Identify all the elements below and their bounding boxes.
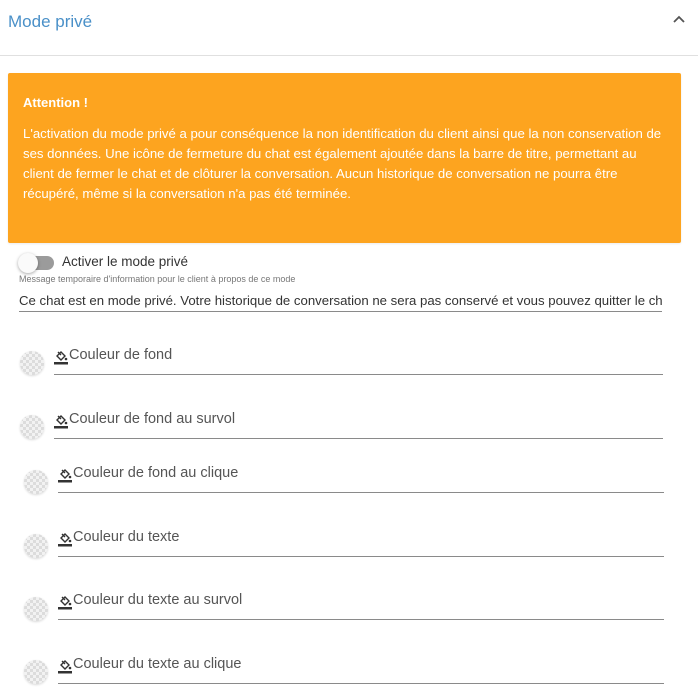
paint-bucket-icon <box>54 413 68 429</box>
paint-bucket-icon <box>58 658 72 674</box>
color-swatch[interactable] <box>24 534 48 558</box>
color-field-label: Couleur de fond au clique <box>73 465 239 481</box>
color-swatch[interactable] <box>20 351 44 375</box>
private-mode-toggle-label: Activer le mode privé <box>62 254 189 269</box>
color-row-background-click <box>0 463 698 503</box>
color-field-label: Couleur du texte au survol <box>73 592 243 608</box>
color-field-label: Couleur de fond <box>69 347 173 363</box>
color-field[interactable] <box>58 656 664 684</box>
message-input[interactable] <box>19 290 662 312</box>
color-swatch[interactable] <box>24 470 48 494</box>
color-field[interactable] <box>58 529 664 557</box>
color-swatch[interactable] <box>24 597 48 621</box>
message-field-label: Message temporaire d'information pour le client à propos de ce mode <box>19 274 296 284</box>
toggle-knob[interactable] <box>18 253 38 273</box>
color-row-background-hover <box>0 409 698 449</box>
color-field[interactable] <box>54 347 663 375</box>
color-swatch[interactable] <box>24 660 48 684</box>
color-field-label: Couleur du texte au clique <box>73 656 242 672</box>
color-field[interactable] <box>54 411 663 439</box>
color-field[interactable] <box>58 465 664 493</box>
paint-bucket-icon <box>58 594 72 610</box>
color-swatch[interactable] <box>20 415 44 439</box>
warning-alert <box>8 73 681 243</box>
paint-bucket-icon <box>58 531 72 547</box>
color-row-text-hover <box>0 590 698 630</box>
color-field-label: Couleur de fond au survol <box>69 411 236 427</box>
color-row-text <box>0 527 698 567</box>
color-row-background <box>0 345 698 385</box>
section-header[interactable] <box>0 0 698 56</box>
alert-title: Attention ! <box>23 95 88 110</box>
chevron-up-icon[interactable] <box>672 12 686 26</box>
color-field-label: Couleur du texte <box>73 529 180 545</box>
paint-bucket-icon <box>58 467 72 483</box>
alert-body: L'activation du mode privé a pour conséquence la non identification du client ainsi que la non conservation de ses données. Une icône de fermeture du chat est également ajoutée dans la barre de titre, permettant au client de fermer le chat et de clôturer la conversation. Aucun historique de conversation ne pourra être récupéré, même si la conversation n'a pas été terminée. <box>23 126 662 201</box>
color-row-text-click <box>0 654 698 694</box>
paint-bucket-icon <box>54 349 68 365</box>
section-title: Mode privé <box>8 12 93 31</box>
color-field[interactable] <box>58 592 664 620</box>
